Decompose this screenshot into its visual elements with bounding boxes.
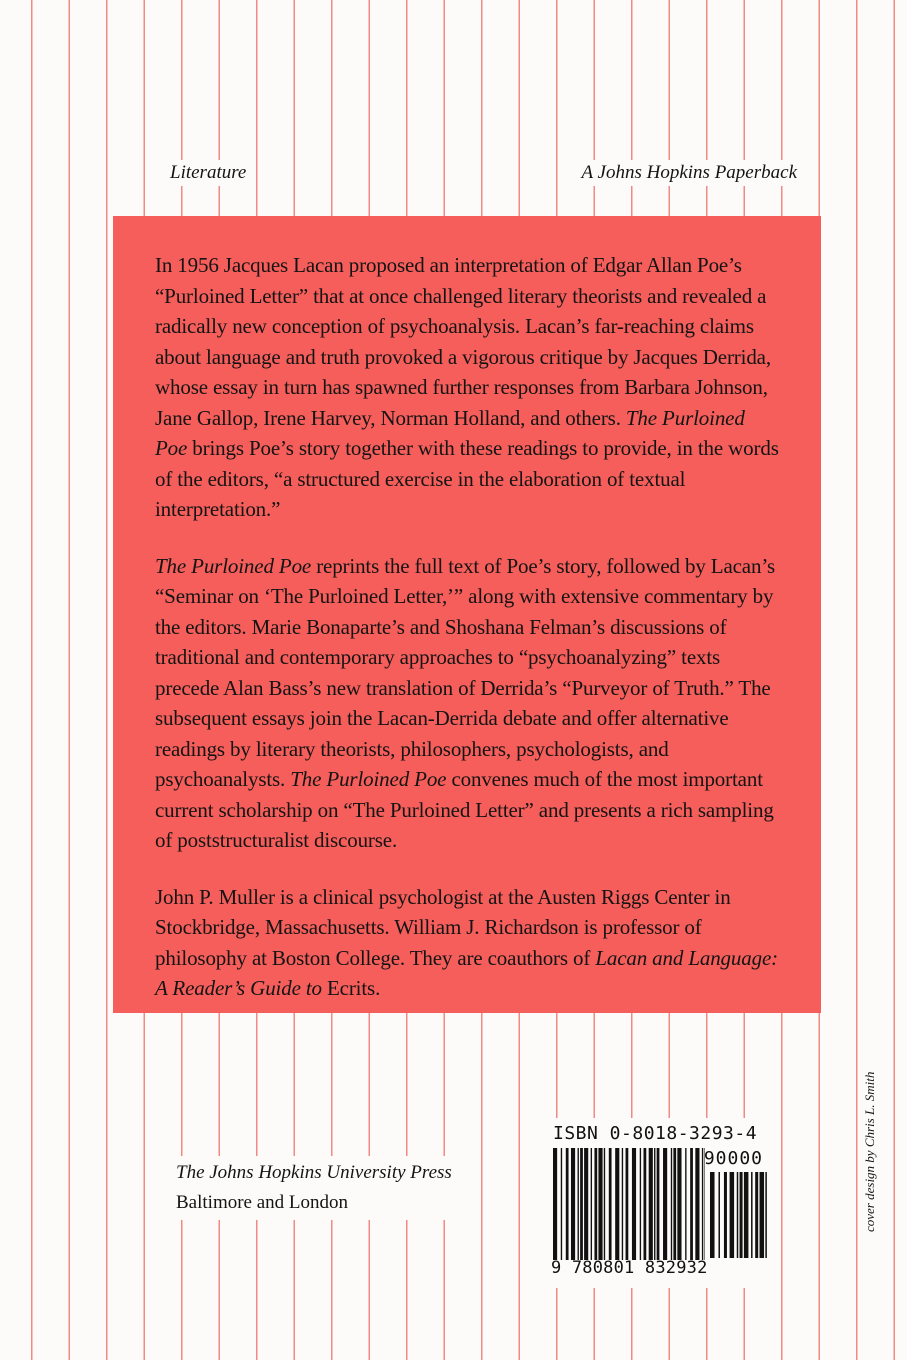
barcode-bar <box>584 1148 588 1260</box>
bio-text: Ecrits. <box>321 976 381 1000</box>
ean-barcode-bars <box>553 1148 705 1260</box>
book-title: The Purloined Poe <box>155 405 745 460</box>
barcode-bar <box>671 1148 672 1260</box>
barcode-bar <box>632 1148 636 1260</box>
barcode-bar <box>594 1148 597 1260</box>
bio-text: John P. Muller is a clinical psychologist at the Austen Riggs Center in Stockbridge, Massachusetts. William J. Richardson is professor of philosophy at Boston College. They are coauthors of <box>155 884 731 970</box>
barcode-bar <box>724 1172 727 1258</box>
publisher-name: The Johns Hopkins University Press <box>176 1162 452 1183</box>
barcode-bar <box>622 1148 623 1260</box>
barcode-bar <box>663 1148 667 1260</box>
barcode-bar <box>760 1172 765 1258</box>
blurb-text: brings Poe’s story together with these readings to provide, in the words of the editors, “a structured exercise in the elaboration of textual interpretation.” <box>155 436 779 521</box>
book-title: The Purloined Poe <box>155 553 312 578</box>
barcode-bar <box>615 1148 619 1260</box>
ean-number: 9 780801 832932 <box>551 1258 708 1278</box>
barcode-bar <box>578 1148 579 1260</box>
price-code: 90000 <box>703 1148 763 1169</box>
barcode-bar <box>654 1148 655 1260</box>
publisher-imprint <box>170 1156 458 1220</box>
barcode-bar <box>649 1148 653 1260</box>
blurb-text: In 1956 Jacques Lacan proposed an interpretation of Edgar Allan Poe’s “Purloined Letter” that at once challenged literary theorists and revealed a radically new conception of psychoanalysis. Lacan’s far-reaching claims about language and truth provoked a vigorous critique by Jacques Derrida, whose essay in turn has spawned further responses from Barbara Johnson, Jane Gallop, Irene Harvey, Norman Holland, and others. <box>155 253 771 430</box>
barcode-bar <box>604 1148 605 1260</box>
barcode-bar <box>580 1148 583 1260</box>
blurb-paragraph-2 <box>155 551 781 856</box>
barcode <box>545 1118 777 1288</box>
publisher-location: Baltimore and London <box>176 1192 349 1213</box>
blurb-text: reprints the full text of Poe’s story, followed by Lacan’s “Seminar on ‘The Purloined Letter,’” along with extensive commentary by the editors. Marie Bonaparte’s and Shoshana Felman’s discussions of traditional and contemporary approaches to “psychoanalyzing” texts precede Alan Bass’s new translation of Derrida’s “Purveyor of Truth.” The subsequent essays join the Lacan-Derrida debate and offer alternative readings by literary theorists, philosophers, psychologists, and psychoanalysts. <box>155 553 776 791</box>
barcode-bar <box>740 1172 743 1258</box>
barcode-bar <box>730 1172 735 1258</box>
barcode-bar <box>755 1172 758 1258</box>
barcode-bar <box>561 1148 562 1260</box>
blurb-text: convenes much of the most important current scholarship on “The Purloined Letter” and presents a rich sampling of poststructuralist discourse. <box>155 767 774 852</box>
barcode-bar <box>626 1148 629 1260</box>
book-title: Lacan and Language: A Reader’s Guide to <box>155 945 778 1000</box>
barcode-bar <box>710 1172 715 1258</box>
barcode-bar <box>677 1148 681 1260</box>
book-title: The Purloined Poe <box>290 767 447 791</box>
barcode-bar <box>744 1172 749 1258</box>
barcode-bar <box>553 1148 557 1260</box>
barcode-bar <box>657 1148 660 1260</box>
cover-design-credit: cover design by Chris L. Smith <box>862 1068 878 1236</box>
barcode-bar <box>566 1148 569 1260</box>
author-bio <box>155 882 781 1004</box>
barcode-bar <box>685 1148 686 1260</box>
barcode-bar <box>640 1148 641 1260</box>
isbn-number: ISBN 0-8018-3293-4 <box>553 1123 758 1144</box>
category-label: Literature <box>166 160 250 186</box>
barcode-bar <box>644 1148 647 1260</box>
barcode-bar <box>751 1172 753 1258</box>
blurb-paragraph-1 <box>155 250 781 525</box>
barcode-bar <box>690 1148 693 1260</box>
blurb-panel <box>113 216 821 1013</box>
series-label: A Johns Hopkins Paperback <box>578 160 801 186</box>
barcode-bar <box>591 1148 592 1260</box>
barcode-bar <box>673 1148 676 1260</box>
barcode-bar <box>598 1148 602 1260</box>
barcode-bar <box>609 1148 612 1260</box>
addon-barcode-bars <box>710 1172 768 1258</box>
barcode-bar <box>571 1148 575 1260</box>
barcode-bar <box>718 1172 720 1258</box>
barcode-bar <box>737 1172 739 1258</box>
barcode-bar <box>765 1172 767 1258</box>
barcode-bar <box>695 1148 699 1260</box>
